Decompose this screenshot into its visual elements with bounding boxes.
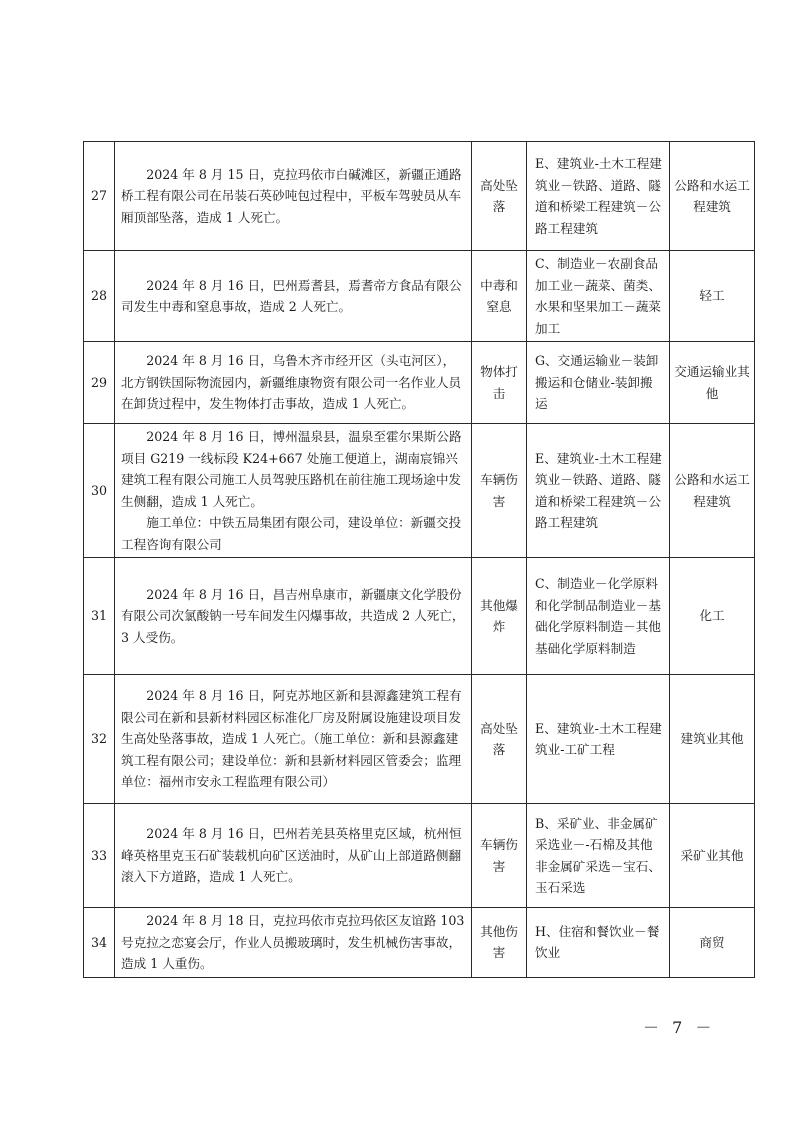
industry-classification: C、制造业－农副食品加工业－蔬菜、菌类、水果和坚果加工－蔬菜加工 [527, 251, 670, 342]
industry-category: 建筑业其他 [670, 675, 755, 804]
accident-description: 2024 年 8 月 16 日，博州温泉县，温泉至霍尔果斯公路项目 G219 一线标段 K24+667 处施工便道上，湖南宸锦兴建筑工程有限公司施工人员驾驶压路机在前往施工现场途中发生侧翻，造成 1 人死亡。 施工单位：中铁五局集团有限公司，建设单位：新疆交投工程咨询有限公司 [115, 424, 472, 558]
accident-type: 车辆伤害 [472, 424, 527, 558]
accident-type: 物体打击 [472, 342, 527, 424]
row-number: 33 [84, 804, 115, 908]
industry-category: 采矿业其他 [670, 804, 755, 908]
accident-type: 其他爆炸 [472, 558, 527, 675]
accident-description: 2024 年 8 月 18 日，克拉玛依市克拉玛依区友谊路 103 号克拉之恋宴会厅，作业人员搬玻璃时，发生机械伤害事故，造成 1 人重伤。 [115, 908, 472, 978]
table-row [84, 675, 755, 804]
industry-category: 化工 [670, 558, 755, 675]
accident-description: 2024 年 8 月 16 日，阿克苏地区新和县源鑫建筑工程有限公司在新和县新材料园区标准化厂房及附属设施建设项目发生高处坠落事故，造成 1 人死亡。（施工单位：新和县源鑫建筑工程有限公司；建设单位：新和县新材料园区管委会；监理单位：福州市安永工程监理有限公司） [115, 675, 472, 804]
accident-table [83, 141, 755, 978]
accident-description: 2024 年 8 月 16 日，乌鲁木齐市经开区（头屯河区），北方钢铁国际物流园内，新疆维康物资有限公司一名作业人员在卸货过程中，发生物体打击事故，造成 1 人死亡。 [115, 342, 472, 424]
industry-category: 公路和水运工程建筑 [670, 142, 755, 251]
industry-classification: E、建筑业-土木工程建筑业-工矿工程 [527, 675, 670, 804]
industry-classification: E、建筑业-土木工程建筑业－铁路、道路、隧道和桥梁工程建筑－公路工程建筑 [527, 142, 670, 251]
accident-description: 2024 年 8 月 16 日，昌吉州阜康市，新疆康文化学股份有限公司次氯酸钠一号车间发生闪爆事故，共造成 2 人死亡，3 人受伤。 [115, 558, 472, 675]
industry-classification: E、建筑业-土木工程建筑业－铁路、道路、隧道和桥梁工程建筑－公路工程建筑 [527, 424, 670, 558]
row-number: 32 [84, 675, 115, 804]
accident-description: 2024 年 8 月 16 日，巴州若羌县英格里克区域，杭州恒峰英格里克玉石矿装载机向矿区送油时，从矿山上部道路侧翻滚入下方道路，造成 1 人死亡。 [115, 804, 472, 908]
industry-classification: B、采矿业、非金属矿采选业－-石棉及其他非金属矿采选－宝石、玉石采选 [527, 804, 670, 908]
industry-classification: H、住宿和餐饮业－餐饮业 [527, 908, 670, 978]
accident-description: 2024 年 8 月 15 日，克拉玛依市白碱滩区，新疆正通路桥工程有限公司在吊装石英砂吨包过程中，平板车驾驶员从车厢顶部坠落，造成 1 人死亡。 [115, 142, 472, 251]
row-number: 27 [84, 142, 115, 251]
accident-type: 车辆伤害 [472, 804, 527, 908]
industry-classification: C、制造业－化学原料和化学制品制造业－基础化学原料制造－其他基础化学原料制造 [527, 558, 670, 675]
accident-type: 中毒和窒息 [472, 251, 527, 342]
table-row [84, 804, 755, 908]
industry-category: 交通运输业其他 [670, 342, 755, 424]
table-row [84, 558, 755, 675]
table-row [84, 142, 755, 251]
accident-type: 其他伤害 [472, 908, 527, 978]
industry-category: 轻工 [670, 251, 755, 342]
accident-description: 2024 年 8 月 16 日，巴州焉耆县，焉耆帝方食品有限公司发生中毒和窒息事故，造成 2 人死亡。 [115, 251, 472, 342]
accident-type: 高处坠落 [472, 142, 527, 251]
row-number: 34 [84, 908, 115, 978]
table-row [84, 908, 755, 978]
industry-classification: G、交通运输业－装卸搬运和仓储业-装卸搬运 [527, 342, 670, 424]
industry-category: 商贸 [670, 908, 755, 978]
table-row [84, 424, 755, 558]
industry-category: 公路和水运工程建筑 [670, 424, 755, 558]
table-row [84, 342, 755, 424]
table-row [84, 251, 755, 342]
page-number: － 7 － [643, 1018, 716, 1037]
row-number: 29 [84, 342, 115, 424]
row-number: 30 [84, 424, 115, 558]
row-number: 31 [84, 558, 115, 675]
row-number: 28 [84, 251, 115, 342]
accident-type: 高处坠落 [472, 675, 527, 804]
